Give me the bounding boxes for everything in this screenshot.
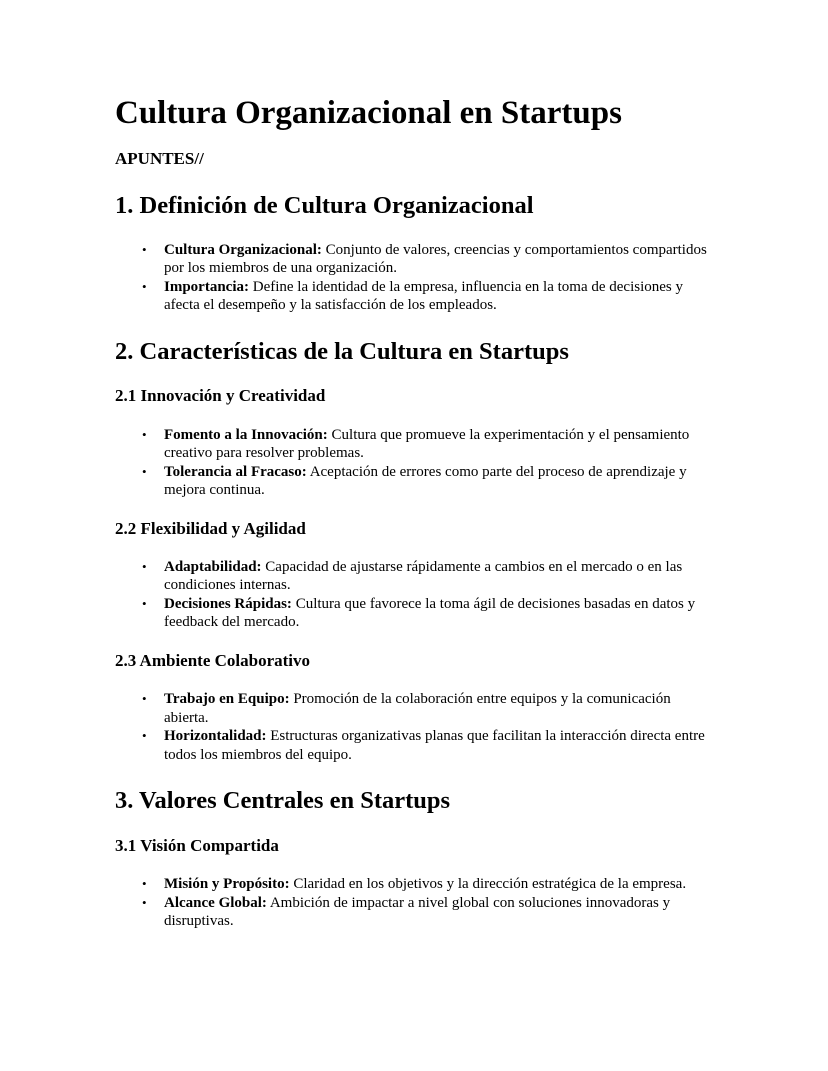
document-title: Cultura Organizacional en Startups: [115, 95, 622, 131]
section-heading-2: 2. Características de la Cultura en Startups: [115, 337, 569, 365]
subsection-heading-3-1: 3.1 Visión Compartida: [115, 835, 279, 855]
list-item: [142, 558, 719, 595]
document-subtitle: APUNTES//: [115, 148, 204, 168]
bullet-icon: •: [142, 595, 147, 611]
bullet-icon: •: [142, 241, 147, 257]
subsection-3-1-list: [115, 875, 728, 931]
item-term: Adaptabilidad:: [164, 558, 262, 575]
item-term: Misión y Propósito:: [164, 876, 290, 893]
subsection-2-1-list: [115, 426, 728, 500]
item-term: Decisiones Rápidas:: [164, 595, 292, 612]
subsection-heading-2-1: 2.1 Innovación y Creatividad: [115, 386, 326, 406]
item-term: Fomento a la Innovación:: [164, 426, 328, 443]
item-text: Aceptación de errores como parte del proceso de aprendizaje y mejora continua.: [164, 463, 687, 498]
section-heading-3: 3. Valores Centrales en Startups: [115, 787, 451, 815]
section-1-list: [115, 241, 728, 315]
subsection-heading-2-3: 2.3 Ambiente Colaborativo: [115, 650, 311, 670]
section-heading-1: 1. Definición de Cultura Organizacional: [115, 192, 534, 220]
subsection-heading-2-2: 2.2 Flexibilidad y Agilidad: [115, 518, 306, 538]
bullet-icon: •: [142, 558, 147, 574]
list-item: [142, 241, 719, 278]
item-term: Trabajo en Equipo:: [164, 691, 290, 708]
list-item: [142, 463, 719, 500]
item-term: Importancia:: [164, 278, 249, 295]
list-item: [142, 426, 719, 463]
bullet-icon: •: [142, 894, 147, 910]
item-term: Horizontalidad:: [164, 728, 267, 745]
item-text: Define la identidad de la empresa, influencia en la toma de decisiones y afecta el desempeño y la satisfacción de los empleados.: [164, 278, 683, 314]
subsection-2-2-list: [115, 558, 728, 632]
item-text: Claridad en los objetivos y la dirección estratégica de la empresa.: [289, 876, 687, 893]
list-item: [142, 875, 719, 894]
bullet-icon: •: [142, 691, 147, 707]
item-term: Cultura Organizacional:: [164, 241, 322, 258]
list-item: [142, 894, 719, 931]
bullet-icon: •: [142, 463, 147, 479]
item-text: Estructuras organizativas planas que facilitan la interacción directa entre todos los miembros del equipo.: [164, 728, 705, 763]
list-item: [142, 727, 719, 764]
item-term: Alcance Global:: [164, 894, 267, 911]
bullet-icon: •: [142, 876, 147, 892]
list-item: [142, 278, 719, 315]
bullet-icon: •: [142, 278, 147, 294]
subsection-2-3-list: [115, 690, 728, 764]
item-text: Capacidad de ajustarse rápidamente a cambios en el mercado o en las condiciones internas.: [164, 558, 683, 594]
item-text: Promoción de la colaboración entre equipos y la comunicación abierta.: [164, 691, 671, 726]
item-text: Cultura que favorece la toma ágil de decisiones basadas en datos y feedback del mercado.: [164, 595, 696, 631]
item-text: Conjunto de valores, creencias y comportamientos compartidos por los miembros de una organización.: [164, 241, 707, 277]
item-term: Tolerancia al Fracaso:: [164, 463, 307, 480]
list-item: [142, 690, 719, 727]
item-text: Cultura que promueve la experimentación y el pensamiento creativo para resolver problemas.: [164, 426, 690, 461]
bullet-icon: •: [142, 426, 147, 442]
item-text: Ambición de impactar a nivel global con soluciones innovadoras y disruptivas.: [164, 894, 671, 930]
bullet-icon: •: [142, 728, 147, 744]
list-item: [142, 595, 719, 632]
